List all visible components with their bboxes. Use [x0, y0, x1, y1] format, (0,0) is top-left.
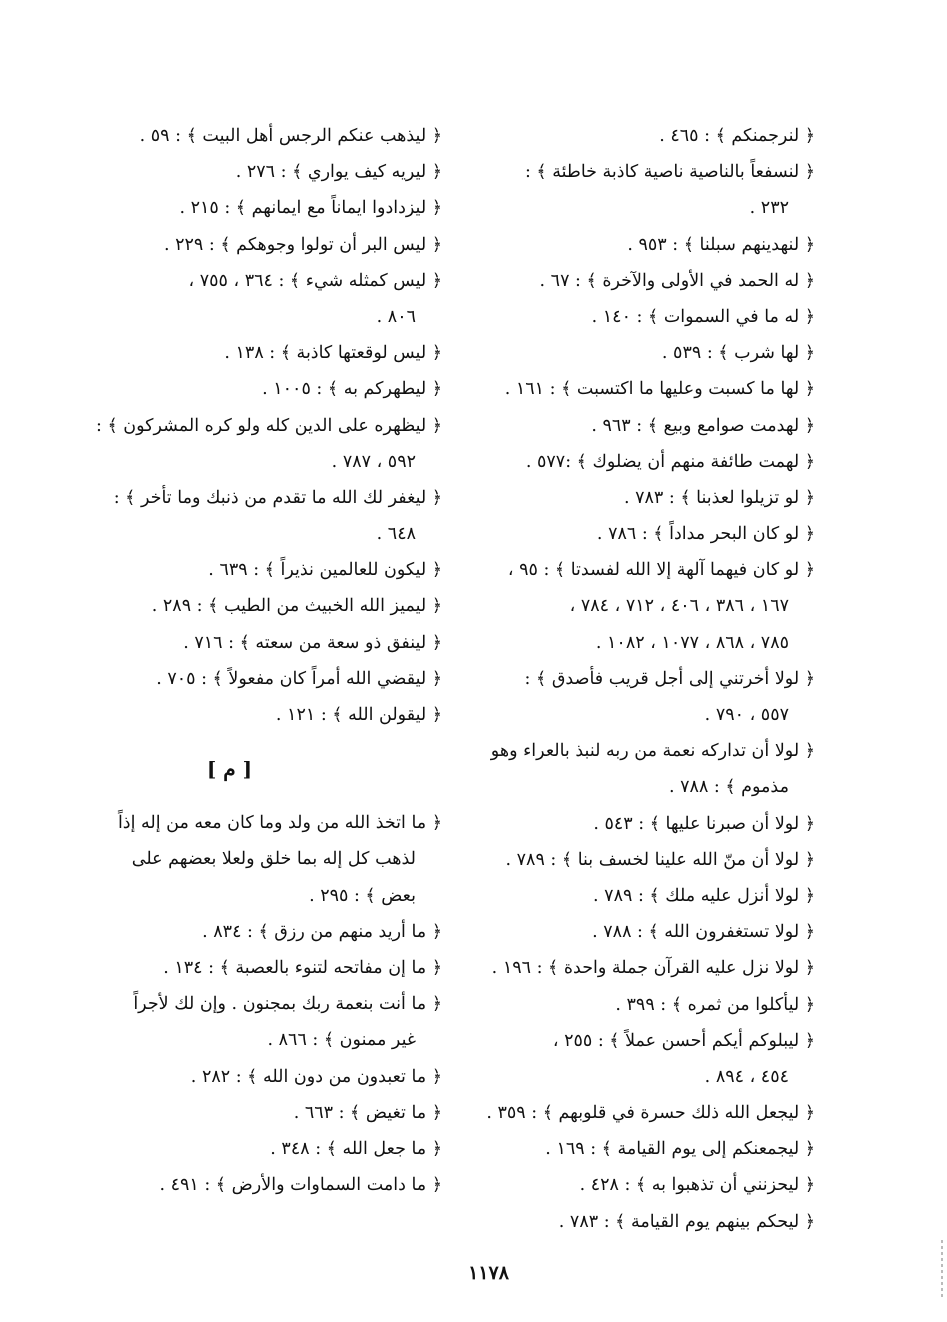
index-entry: ﴿ ليذهب عنكم الرجس أهل البيت ﴾ : ٥٩ . — [139, 126, 442, 146]
index-entry: ﴿ ليس كمثله شيء ﴾ : ٣٦٤ ، ٧٥٥ ، — [188, 270, 442, 291]
index-entry: ﴿ ما دامت السماوات والأرض ﴾ : ٤٩١ . — [159, 1175, 442, 1196]
index-entry: ﴿ لولا تستغفرون الله ﴾ : ٧٨٨ . — [592, 922, 815, 943]
index-entry-continuation: ٧٨٥ ، ٨٦٨ ، ١٠٧٧ ، ١٠٨٢ . — [595, 632, 789, 653]
index-entry-continuation: ١٦٧ ، ٣٨٦ ، ٤٠٦ ، ٧١٢ ، ٧٨٤ ، — [569, 596, 789, 617]
index-entry: ﴿ ليحكم بينهم يوم القيامة ﴾ : ٧٨٣ . — [558, 1211, 815, 1232]
section-heading-meem: [ م ] — [206, 757, 253, 782]
index-entry: ﴿ لهدمت صوامع وبيع ﴾ : ٩٦٣ . — [591, 415, 815, 436]
index-entry: ﴿ لنهدينهم سبلنا ﴾ : ٩٥٣ . — [627, 234, 815, 255]
index-entry-continuation: غير ممنون ﴾ : ٨٦٦ . — [267, 1030, 416, 1051]
index-entry: ﴿ ليقضي الله أمراً كان مفعولاً ﴾ : ٧٠٥ . — [156, 668, 442, 689]
index-entry: ﴿ ليغفر لك الله ما تقدم من ذنبك وما تأخر ﴾ : — [113, 487, 442, 508]
index-entry: ﴿ ليحزنني أن تذهبوا به ﴾ : ٤٢٨ . — [579, 1175, 815, 1196]
left-column — [77, 118, 442, 1203]
index-entry: ﴿ لو تزيلوا لعذبنا ﴾ : ٧٨٣ . — [623, 487, 815, 508]
right-column — [465, 118, 815, 1240]
index-entry-continuation: ٤٥٤ ، ٨٩٤ . — [704, 1066, 789, 1087]
index-entry: ﴿ له الحمد في الأولى والآخرة ﴾ : ٦٧ . — [539, 270, 815, 291]
index-entry-continuation: ٦٤٨ . — [376, 524, 416, 545]
index-entry: ﴿ لولا أن صبرنا عليها ﴾ : ٥٤٣ . — [593, 813, 815, 834]
index-entry: ﴿ لولا أن منّ الله علينا لخسف بنا ﴾ : ٧٨٩ . — [505, 849, 815, 870]
index-entry: ﴿ ليميز الله الخبيث من الطيب ﴾ : ٢٨٩ . — [151, 596, 442, 617]
index-entry-continuation: ٥٩٢ ، ٧٨٧ . — [331, 451, 416, 472]
page-number: ١١٧٨ — [468, 1262, 509, 1284]
index-entry: ﴿ لولا نزل عليه القرآن جملة واحدة ﴾ : ١٩٦ . — [491, 958, 815, 979]
left-column-entries-meem — [77, 805, 442, 1203]
scan-edge-mark — [941, 1240, 943, 1300]
index-entry: ﴿ ما تغيض ﴾ : ٦٦٣ . — [293, 1102, 442, 1123]
index-entry: ﴿ ما جعل الله ﴾ : ٣٤٨ . — [270, 1138, 442, 1159]
index-entry: ﴿ ليبلوكم أيكم أحسن عملاً ﴾ : ٢٥٥ ، — [552, 1030, 815, 1051]
index-entry-continuation: لذهب كل إله بما خلق ولعلا بعضهم على — [131, 849, 416, 870]
index-entry-continuation: ٥٥٧ ، ٧٩٠ . — [704, 705, 789, 725]
index-entry: ﴿ ليس البر أن تولوا وجوهكم ﴾ : ٢٢٩ . — [163, 234, 442, 255]
index-entry: ﴿ ليجعل الله ذلك حسرة في قلوبهم ﴾ : ٣٥٩ . — [486, 1103, 815, 1124]
index-entry: ﴿ لولا أنزل عليه ملك ﴾ : ٧٨٩ . — [593, 885, 815, 906]
index-entry: ﴿ ما اتخذ الله من ولد وما كان معه من إله إذاً — [117, 813, 442, 834]
index-entry: ﴿ لو كان فيهما آلهة إلا الله لفسدتا ﴾ : ٩٥ ، — [507, 560, 815, 581]
index-entry-continuation: ٢٣٢ . — [749, 198, 789, 219]
index-entry: ﴿ لها شرب ﴾ : ٥٣٩ . — [661, 343, 815, 364]
index-entry: ﴿ لهمت طائفة منهم أن يضلوك ﴾ :٥٧٧ . — [525, 451, 815, 472]
index-entry-continuation: مذموم ﴾ : ٧٨٨ . — [669, 777, 789, 798]
index-entry: ﴿ ليقولن الله ﴾ : ١٢١ . — [275, 705, 442, 725]
index-entry: ﴿ لنسفعاً بالناصية ناصية كاذبة خاطئة ﴾ : — [524, 162, 815, 183]
index-entry: ﴿ ليس لوقعتها كاذبة ﴾ : ١٣٨ . — [224, 343, 442, 364]
index-entry: ﴿ لها ما كسبت وعليها ما اكتسبت ﴾ : ١٦١ . — [504, 379, 815, 400]
index-entry: ﴿ ليزدادوا ايماناً مع ايمانهم ﴾ : ٢١٥ . — [179, 198, 442, 219]
index-entry: ﴿ ليريه كيف يواري ﴾ : ٢٧٦ . — [235, 162, 442, 183]
index-entry: ﴿ ما إن مفاتحه لتنوء بالعصبة ﴾ : ١٣٤ . — [163, 957, 442, 978]
index-entry: ﴿ لو كان البحر مداداً ﴾ : ٧٨٦ . — [596, 524, 815, 545]
index-entry: ﴿ ما أنت بنعمة ربك بمجنون . وإن لك لأجراً — [133, 994, 442, 1015]
index-entry: ﴿ ما أريد منهم من رزق ﴾ : ٨٣٤ . — [202, 921, 442, 942]
index-entry: ﴿ ما تعبدون من دون الله ﴾ : ٢٨٢ . — [190, 1066, 442, 1087]
index-entry-continuation: ٨٠٦ . — [376, 306, 416, 327]
index-entry: ﴿ ليكون للعالمين نذيراً ﴾ : ٦٣٩ . — [208, 560, 442, 581]
index-entry: ﴿ ليظهره على الدين كله ولو كره المشركون ﴾ : — [95, 415, 442, 436]
left-column-entries-lam — [77, 118, 442, 733]
index-entry: ﴿ لينفق ذو سعة من سعته ﴾ : ٧١٦ . — [183, 632, 442, 653]
index-entry: ﴿ ليجمعنكم إلى يوم القيامة ﴾ : ١٦٩ . — [545, 1139, 815, 1160]
index-entry: ﴿ لنرجمنكم ﴾ : ٤٦٥ . — [659, 126, 815, 146]
index-entry: ﴿ لولا أن تداركه نعمة من ربه لنبذ بالعراء وهو — [490, 741, 815, 762]
index-entry: ﴿ ليطهركم به ﴾ : ١٠٠٥ . — [262, 379, 442, 400]
index-entry-continuation: بعض ﴾ : ٢٩٥ . — [309, 885, 416, 906]
index-entry: ﴿ ليأكلوا من ثمره ﴾ : ٣٩٩ . — [615, 994, 815, 1015]
index-entry: ﴿ له ما في السموات ﴾ : ١٤٠ . — [591, 306, 815, 327]
index-entry: ﴿ لولا أخرتني إلى أجل قريب فأصدق ﴾ : — [524, 668, 815, 689]
